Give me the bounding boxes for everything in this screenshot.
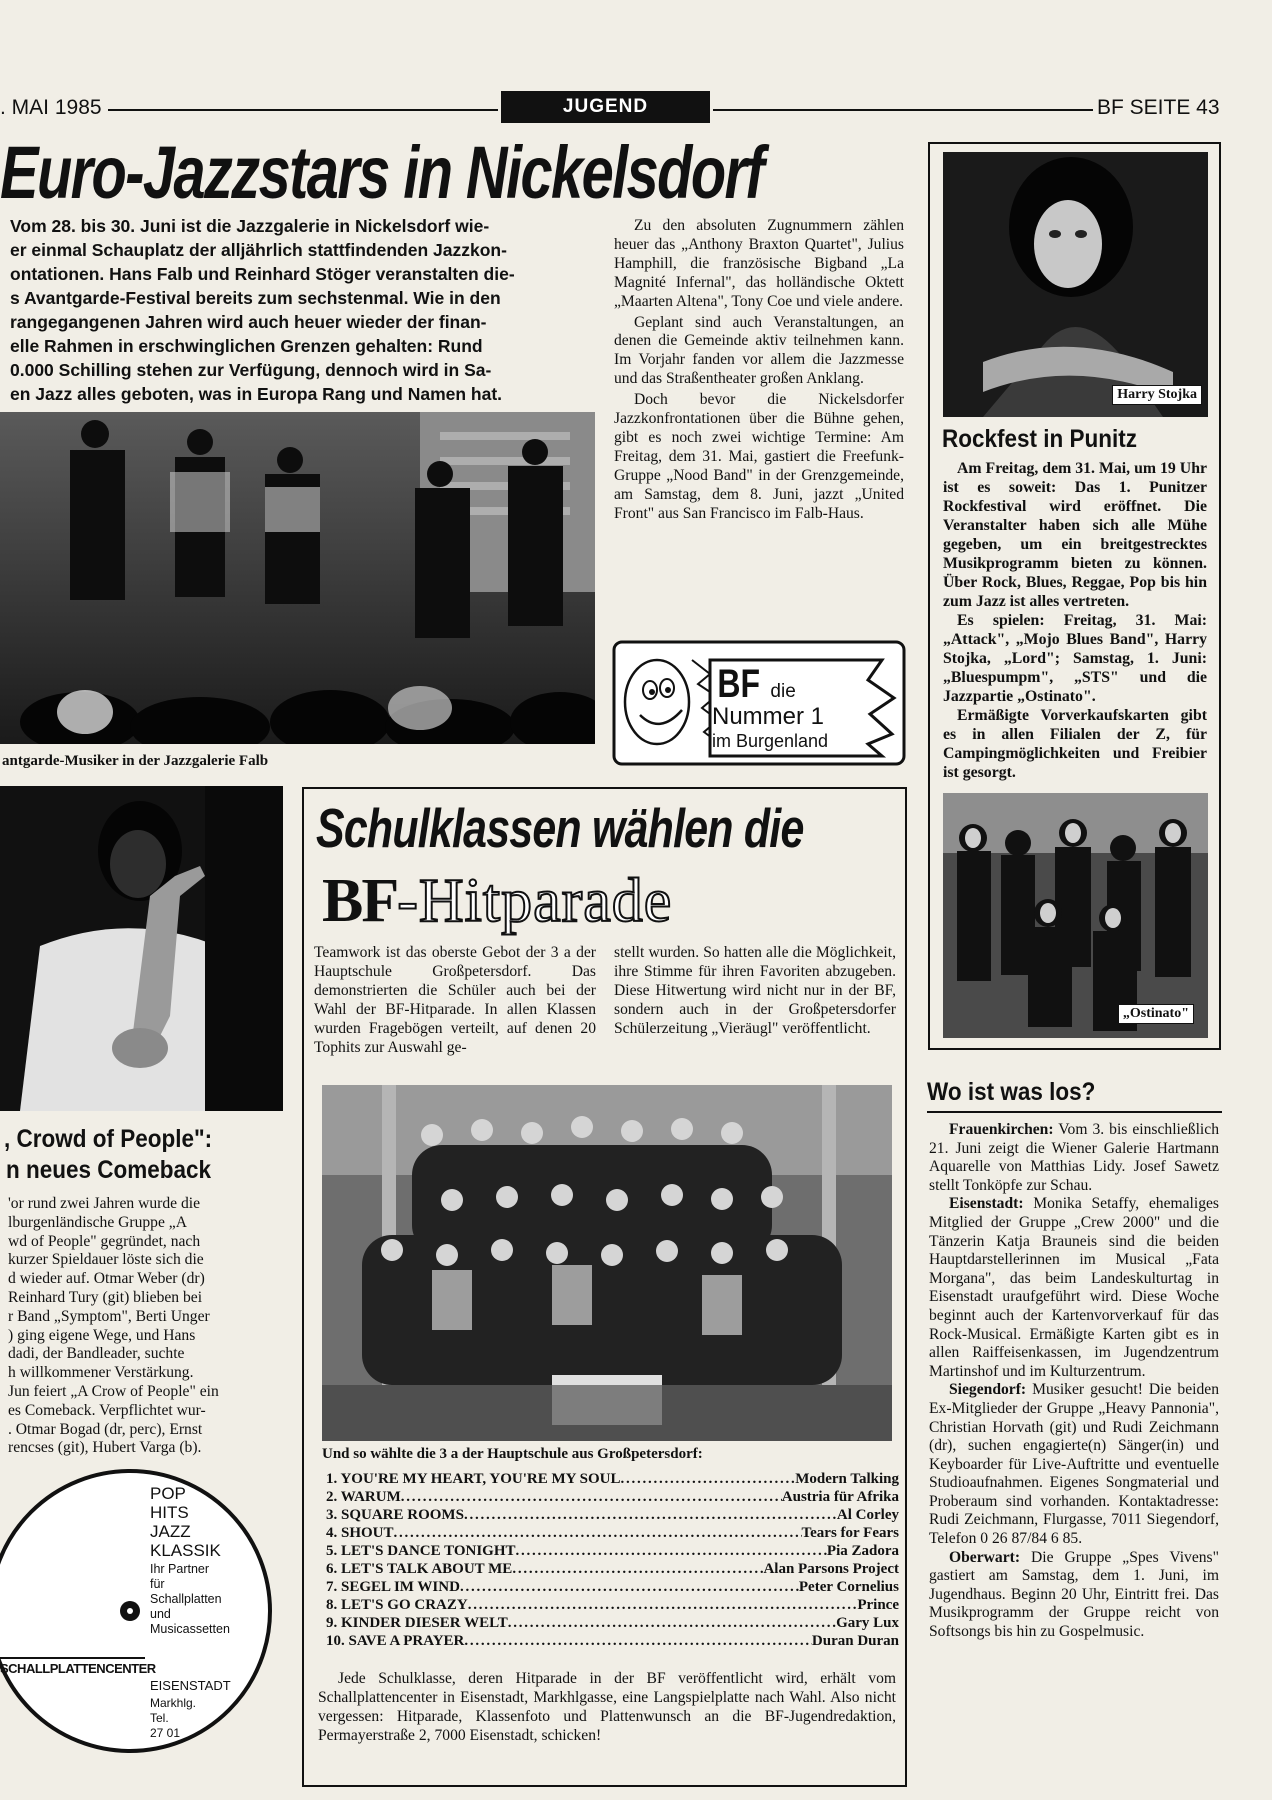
harry-stojka-image <box>943 152 1208 417</box>
lead-line: s Avantgarde-Festival bereits zum sechstenmal. Wie in den <box>10 288 501 308</box>
chart-artist: Modern Talking <box>795 1471 899 1487</box>
hitparade-intro-right: stellt wurden. So hatten alle die Möglichkeit, ihre Stimme für ihren Favoriten abzugeben. Diese Hitwertung wird nicht nur in der BF, sondern auch in der Großpetersdorfer Schülerzeitung „Vieräugl" veröffentlicht. <box>614 944 896 1037</box>
chart-entry <box>326 1542 899 1560</box>
event-place: Oberwart: <box>949 1548 1021 1566</box>
jazz-photo-caption: antgarde-Musiker in der Jazzgalerie Falb <box>2 753 269 769</box>
genre-klassik: KLASSIK <box>150 1541 221 1560</box>
chart-artist: Al Corley <box>836 1507 899 1523</box>
chart-title: 5. LET'S DANCE TONIGHT <box>326 1543 516 1559</box>
chart-entry <box>326 1614 899 1632</box>
partner-line: Schallplatten <box>150 1592 222 1606</box>
chart-artist: Prince <box>857 1597 899 1613</box>
bf-ad-line2: Nummer 1 <box>712 703 825 730</box>
lead-line: 0.000 Schilling stehen zur Verfügung, dennoch wird in Sa- <box>10 360 492 380</box>
chart-artist: Tears for Fears <box>801 1525 899 1541</box>
jazz-headline: Euro-Jazzstars in Nickelsdorf <box>0 131 764 214</box>
hitparade-wordmark: -Hitparade <box>397 867 673 935</box>
page-number: BF SEITE 43 <box>1097 96 1220 119</box>
addr-line: Markhlg. <box>150 1696 197 1710</box>
rockfest-paragraph: Ermäßigte Vorverkaufskarten gibt es in allen Filialen der Z, für Campingmöglichkeiten und Freibier ist gesorgt. <box>943 707 1207 781</box>
hitparade-intro-left: Teamwork ist das oberste Gebot der 3 a der Hauptschule Großpetersdorf. Das demonstrierten die Schüler auch bei der Wahl der BF-Hitparade. In allen Klassen wurden Fragebögen verteilt, auf denen 20 Tophits zur Auswahl ge- <box>314 944 596 1056</box>
saxophonist-photo <box>0 786 283 1111</box>
event-place: Frauenkirchen: <box>949 1121 1054 1138</box>
event-item <box>929 1381 1219 1548</box>
chart-entry <box>326 1632 899 1650</box>
lead-line: en Jazz alles geboten, was in Europa Rang und Namen hat. <box>10 384 503 404</box>
bf-ad-die: die <box>770 681 796 702</box>
chart-title: 2. WARUM <box>326 1489 401 1505</box>
event-item <box>929 1121 1219 1195</box>
chart-artist: Duran Duran <box>811 1633 899 1649</box>
crowd-line: dadi, der Bandleader, suchte <box>8 1345 185 1363</box>
addr-line: 27 01 <box>150 1726 181 1740</box>
issue-date: . MAI 1985 <box>0 96 102 119</box>
lead-line: elle Rahmen in erschwinglichen Grenzen gehalten: Rund <box>10 336 483 356</box>
crowd-line: . Otmar Bogad (dr, perc), Ernst <box>8 1420 203 1438</box>
hitparade-bf-logo: BF <box>322 867 398 935</box>
event-text: Monika Setaffy, ehemaliges Mitglied der Gruppe „Crew 2000" und die Tänzerin Katja Brauneis sind die beiden Hauptdarstellerinnen im Musical „Fata Morgana", das beim Landeskulturtag in Eisenstadt uraufgeführt wird. Diese Woche beginnt auch der Kartenvorverkauf für das Rock-Musical. Ermäßigte Karten gibt es in allen Raiffeisenkassen, im Jugendzentrum Martinshof und im Kulturzentrum. <box>929 1195 1219 1380</box>
crowd-line: rencses (git), Hubert Varga (b). <box>8 1439 202 1457</box>
jazz-column <box>614 217 904 524</box>
ostinato-tag: „Ostinato" <box>1118 1004 1194 1024</box>
record-ad-city: EISENSTADT <box>150 1678 231 1693</box>
crowd-line: Reinhard Tury (git) blieben bei <box>8 1288 203 1306</box>
harry-stojka-photo <box>943 152 1208 417</box>
jazz-lead <box>10 214 595 406</box>
lead-line: er einmal Schauplatz der alljährlich stattfindenden Jazzkon- <box>10 240 507 260</box>
event-item <box>929 1549 1219 1642</box>
crowd-line: lburgenländische Gruppe „A <box>8 1213 187 1231</box>
rockfest-paragraph: Am Freitag, dem 31. Mai, um 19 Uhr ist es soweit: Das 1. Punitzer Rockfestival wird eröffnet. Die Veranstalter haben sich alle Mühe gegeben, um ein breitgestrecktes Musikprogramm bieten zu können. Über Rock, Blues, Reggae, Pop bis hin zum Jazz ist alles vertreten. <box>943 460 1207 610</box>
saxophonist-image <box>0 786 283 1111</box>
events-body <box>929 1121 1219 1642</box>
jazz-paragraph: Doch bevor die Nickelsdorfer Jazzkonfrontationen über die Bühne gehen, gibt es noch zwei wichtige Termine: Am Freitag, dem 31. Mai, gastiert die Freefunk-Gruppe „Nood Band" in der Grenzgemeinde, am Samstag, dem 8. Juni, jazzt „United Front" aus San Francisco im Falb-Haus. <box>614 391 904 522</box>
jazz-paragraph: Geplant sind auch Veranstaltungen, an denen die Gemeinde aktiv teilnehmen kann. Im Vorjahr fanden vor allem die Jazzmesse und das Straßentheater großen Anklang. <box>614 313 904 388</box>
crowd-body <box>8 1195 286 1458</box>
partner-line: Musicassetten <box>150 1622 230 1636</box>
chart-entry <box>326 1470 899 1488</box>
event-place: Eisenstadt: <box>949 1195 1024 1213</box>
chart-title: 1. YOU'RE MY HEART, YOU'RE MY SOUL <box>326 1471 621 1487</box>
crowd-line: 'or rund zwei Jahren wurde die <box>8 1195 201 1212</box>
record-ad-genres <box>150 1484 221 1560</box>
chart-artist: Austria für Afrika <box>781 1489 899 1505</box>
chart-entry <box>326 1524 899 1542</box>
addr-line: Tel. <box>150 1711 169 1725</box>
event-text: Vom 3. bis einschließlich 21. Juni zeigt die Wiener Galerie Hartmann Aquarelle von Matthias Lidy. Josef Sawetz stellt Tonköpfe zur Schau. <box>929 1121 1219 1194</box>
rockfest-body <box>943 459 1207 782</box>
crowd-line: h willkommener Verstärkung. <box>8 1364 194 1382</box>
genre-hits: HITS <box>150 1503 189 1522</box>
record-ad-address <box>150 1696 196 1741</box>
jazz-paragraph: Zu den absoluten Zugnummern zählen heuer das „Anthony Braxton Quartet", Julius Hamphill, die französische Bigband „La Magnité Infernal", das holländische Oktett „Maarten Altena", Tony Coe und viele andere. <box>614 217 904 310</box>
hitparade-footer <box>318 1670 896 1746</box>
event-place: Siegendorf: <box>949 1381 1027 1399</box>
lead-line: Vom 28. bis 30. Juni ist die Jazzgalerie in Nickelsdorf wie- <box>10 216 490 236</box>
crowd-line: d wieder auf. Otmar Weber (dr) <box>8 1270 205 1288</box>
vinyl-record-icon <box>0 1466 285 1756</box>
chart-title: 10. SAVE A PRAYER <box>326 1633 465 1649</box>
chart-title: 3. SQUARE ROOMS <box>326 1507 464 1523</box>
chart-entry <box>326 1560 899 1578</box>
chart-entry <box>326 1596 899 1614</box>
partner-line: und <box>150 1607 171 1621</box>
header-rule-right <box>713 109 1093 111</box>
chart-title: 8. LET'S GO CRAZY <box>326 1597 468 1613</box>
bf-ad-text <box>712 662 882 752</box>
class-photo <box>322 1085 892 1441</box>
hitparade-headline-2 <box>322 866 902 937</box>
record-ad-store-bar <box>0 1657 145 1659</box>
chart-artist: Peter Cornelius <box>798 1579 899 1595</box>
rockfest-paragraph: Es spielen: Freitag, 31. Mai: „Attack", „Mojo Blues Band", Harry Stojka, „Lord"; Samstag, 1. Juni: „Bluespumpm", „STS" und die Jazzpartie „Ostinato". <box>943 612 1207 705</box>
hitparade-list <box>326 1470 899 1650</box>
record-ad-store: SCHALLPLATTENCENTER <box>0 1661 156 1676</box>
jazz-band-photo-image <box>0 412 595 744</box>
bf-nummer-1-ad <box>612 640 906 766</box>
chart-entry <box>326 1578 899 1596</box>
chart-artist: Pia Zadora <box>826 1543 899 1559</box>
ostinato-image <box>943 793 1208 1038</box>
chart-entry <box>326 1506 899 1524</box>
class-photo-caption: Und so wählte die 3 a der Hauptschule aus Großpetersdorf: <box>322 1446 703 1462</box>
chart-title: 4. SHOUT <box>326 1525 394 1541</box>
crowd-line: ) ging eigene Wege, und Hans <box>8 1326 196 1344</box>
section-label: JUGEND <box>501 91 710 123</box>
chart-title: 9. KINDER DIESER WELT <box>326 1615 508 1631</box>
crowd-line: kurzer Spieldauer löste sich die <box>8 1251 204 1269</box>
hitparade-footer-text: Jede Schulklasse, deren Hitparade in der BF veröffentlicht wird, erhält vom Schallplattencenter in Eisenstadt, Markhlgasse, eine Langspielplatte nach Wahl. Also nicht vergessen: Hitparade, Klassenfoto und Plattenwunsch an die BF-Jugendredaktion, Permayerstraße 2, 7000 Eisenstadt, schicken! <box>318 1670 896 1744</box>
chart-entry <box>326 1488 899 1506</box>
bf-ad-logo: BF <box>717 662 760 706</box>
partner-line: Ihr Partner <box>150 1562 210 1576</box>
class-photo-image <box>322 1085 892 1441</box>
harry-stojka-tag: Harry Stojka <box>1112 385 1202 405</box>
header-rule-left <box>108 109 498 111</box>
genre-jazz: JAZZ <box>150 1522 191 1541</box>
genre-pop: POP <box>150 1484 186 1503</box>
bf-ad-line3: im Burgenland <box>712 731 829 751</box>
crowd-line: es Comeback. Verpflichtet wur- <box>8 1401 206 1419</box>
event-text: Die Gruppe „Spes Vivens" gastiert am Samstag, dem 1. Juni, im Jugendhaus. Beginn 20 Uhr, Eintritt frei. Das Musikprogramm der Gruppe reicht von Softsongs bis hin zu Gospelmusic. <box>929 1548 1219 1641</box>
event-text: Musiker gesucht! Die beiden Ex-Mitglieder der Gruppe „Heavy Pannonia", Christian Horvath (git) und Rudi Zeichmann (dr), suchen engagierte(n) Sänger(in) und Keyboarder für Live-Auftritte und eventuelle Studioaufnahmen. Eigenes Songmaterial und Proberaum sind vorhanden. Kontaktadresse: Rudi Zeichmann, Flurgasse, 7011 Siegendorf, Telefon 0 26 87/84 6 85. <box>929 1381 1219 1548</box>
hitparade-headline-1: Schulklassen wählen die <box>316 797 804 859</box>
chart-artist: Gary Lux <box>836 1615 899 1631</box>
record-ad-partner <box>150 1562 230 1637</box>
chart-title: 7. SEGEL IM WIND <box>326 1579 460 1595</box>
jazz-band-photo <box>0 412 595 744</box>
events-title: Wo ist was los? <box>927 1078 1096 1106</box>
events-title-rule <box>927 1111 1222 1113</box>
lead-line: rangegangenen Jahren wird auch heuer wieder der finan- <box>10 312 487 332</box>
crowd-line: wd of People" gegründet, nach <box>8 1232 201 1250</box>
chart-artist: Alan Parsons Project <box>763 1561 899 1577</box>
event-item <box>929 1195 1219 1381</box>
crowd-title-2: n neues Comeback <box>6 1156 212 1184</box>
lead-line: ontationen. Hans Falb und Reinhard Stöger veranstalten die- <box>10 264 515 284</box>
schallplattencenter-ad <box>0 1466 285 1756</box>
chart-title: 6. LET'S TALK ABOUT ME <box>326 1561 513 1577</box>
partner-line: für <box>150 1577 165 1591</box>
crowd-title-1: , Crowd of People": <box>4 1125 213 1153</box>
rockfest-title: Rockfest in Punitz <box>942 425 1138 453</box>
ostinato-photo <box>943 793 1208 1038</box>
crowd-line: r Band „Symptom", Berti Unger <box>8 1307 210 1325</box>
crowd-line: Jun feiert „A Crow of People" ein <box>8 1382 219 1400</box>
